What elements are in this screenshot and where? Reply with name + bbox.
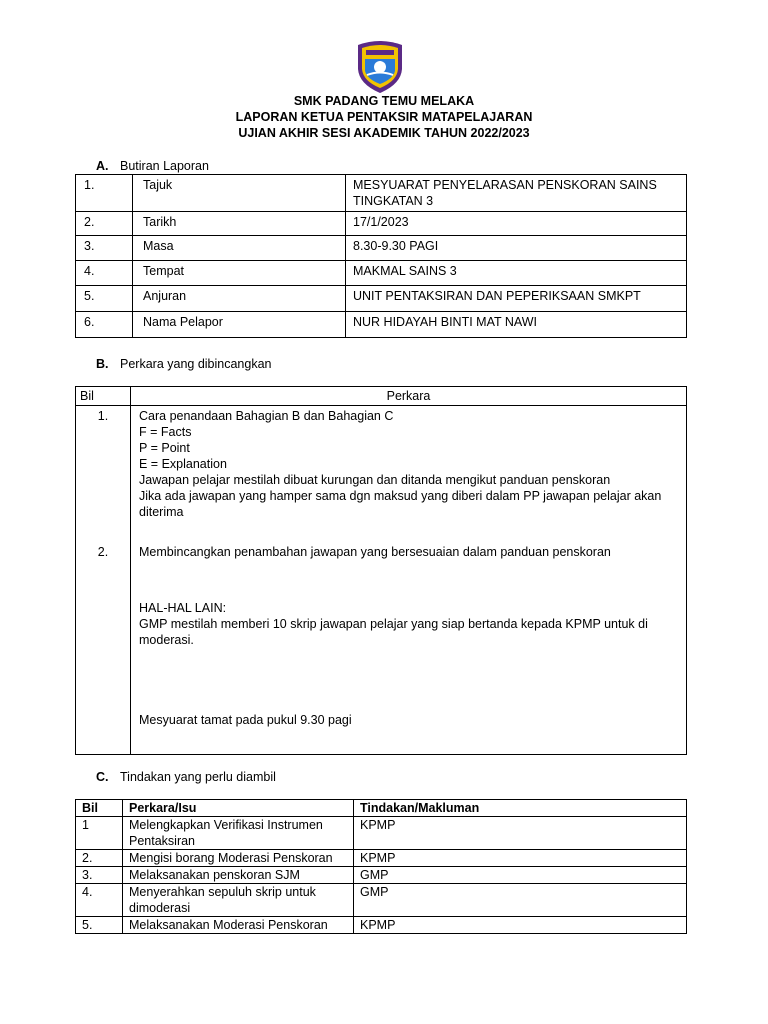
row-number: 5. — [76, 286, 133, 312]
table-header-row — [76, 800, 687, 817]
report-details-table — [75, 174, 687, 338]
section-a-title — [96, 158, 209, 174]
section-b-heading: Perkara yang dibincangkan — [120, 357, 272, 371]
row-tindakan: GMP — [354, 884, 687, 917]
table-row — [76, 286, 687, 312]
item-1-line: E = Explanation — [139, 457, 227, 471]
row-label: Anjuran — [133, 286, 346, 312]
row-value: 8.30-9.30 PAGI — [346, 236, 687, 261]
section-c-title — [96, 769, 276, 785]
item-1-line: Jawapan pelajar mestilah dibuat kurungan dan ditanda mengikut panduan penskoran — [139, 473, 611, 487]
column-header-bil: Bil — [76, 387, 131, 406]
row-bil: 5. — [76, 917, 123, 934]
row-isu: Melengkapkan Verifikasi Instrumen Pentaksiran — [123, 817, 354, 850]
row-label: Nama Pelapor — [133, 312, 346, 338]
other-matters-text: GMP mestilah memberi 10 skrip jawapan pelajar yang siap bertanda kepada KPMP untuk di moderasi. — [139, 617, 648, 647]
row-bil: 1 — [76, 817, 123, 850]
table-row — [76, 312, 687, 338]
section-b-title — [96, 356, 272, 372]
table-row — [76, 917, 687, 934]
row-value: UNIT PENTAKSIRAN DAN PEPERIKSAAN SMKPT — [346, 286, 687, 312]
row-bil: 3. — [76, 867, 123, 884]
school-name: SMK PADANG TEMU MELAKA — [293, 94, 475, 108]
row-number: 2. — [76, 212, 133, 236]
row-isu: Melaksanakan penskoran SJM — [123, 867, 354, 884]
row-value: 17/1/2023 — [346, 212, 687, 236]
report-title: LAPORAN KETUA PENTAKSIR MATAPELAJARAN — [235, 110, 533, 124]
row-label: Tarikh — [133, 212, 346, 236]
row-number: 3. — [76, 236, 133, 261]
discussion-table — [75, 386, 687, 755]
row-tindakan: GMP — [354, 867, 687, 884]
table-row — [76, 867, 687, 884]
other-matters-heading: HAL-HAL LAIN: — [139, 601, 227, 615]
item-numbers — [76, 406, 131, 755]
table-row — [76, 212, 687, 236]
section-a-letter: A. — [96, 159, 109, 173]
item-1-line: Cara penandaan Bahagian B dan Bahagian C — [139, 409, 394, 423]
section-c-heading: Tindakan yang perlu diambil — [120, 770, 276, 784]
table-row — [76, 884, 687, 917]
column-header-perkara-isu: Perkara/Isu — [123, 800, 354, 817]
school-crest-logo — [355, 39, 405, 94]
table-row — [76, 406, 687, 755]
column-header-perkara: Perkara — [131, 387, 687, 406]
row-label: Masa — [133, 236, 346, 261]
row-tindakan: KPMP — [354, 817, 687, 850]
section-c-letter: C. — [96, 770, 109, 784]
row-isu: Menyerahkan sepuluh skrip untuk dimoderasi — [123, 884, 354, 917]
item-2-text: Membincangkan penambahan jawapan yang bersesuaian dalam panduan penskoran — [139, 545, 611, 559]
table-row — [76, 175, 687, 212]
section-a-heading: Butiran Laporan — [120, 159, 209, 173]
item-1-line: F = Facts — [139, 425, 192, 439]
exam-title: UJIAN AKHIR SESI AKADEMIK TAHUN 2022/2023 — [238, 126, 530, 140]
action-table — [75, 799, 687, 934]
row-number: 4. — [76, 261, 133, 286]
row-tindakan: KPMP — [354, 850, 687, 867]
item-1-line: Jika ada jawapan yang hamper sama dgn maksud yang diberi dalam PP jawapan pelajar akan diterima — [139, 489, 662, 519]
table-header-row — [76, 387, 687, 406]
row-isu: Mengisi borang Moderasi Penskoran — [123, 850, 354, 867]
item-1-line: P = Point — [139, 441, 190, 455]
table-row — [76, 261, 687, 286]
table-row — [76, 817, 687, 850]
row-bil: 4. — [76, 884, 123, 917]
row-number: 1. — [76, 175, 133, 212]
item-2-number: 2. — [97, 545, 109, 559]
row-isu: Melaksanakan Moderasi Penskoran — [123, 917, 354, 934]
column-header-tindakan: Tindakan/Makluman — [354, 800, 687, 817]
row-number: 6. — [76, 312, 133, 338]
row-label: Tempat — [133, 261, 346, 286]
row-value: NUR HIDAYAH BINTI MAT NAWI — [346, 312, 687, 338]
discussion-content — [131, 406, 687, 755]
section-b-letter: B. — [96, 357, 109, 371]
table-row — [76, 850, 687, 867]
table-row — [76, 236, 687, 261]
row-tindakan: KPMP — [354, 917, 687, 934]
item-1-number: 1. — [97, 409, 109, 423]
row-label: Tajuk — [133, 175, 346, 212]
row-bil: 2. — [76, 850, 123, 867]
document-header — [0, 93, 768, 141]
row-value: MAKMAL SAINS 3 — [346, 261, 687, 286]
meeting-closing-text: Mesyuarat tamat pada pukul 9.30 pagi — [139, 713, 352, 727]
column-header-bil: Bil — [76, 800, 123, 817]
row-value: MESYUARAT PENYELARASAN PENSKORAN SAINS TINGKATAN 3 — [346, 175, 687, 212]
